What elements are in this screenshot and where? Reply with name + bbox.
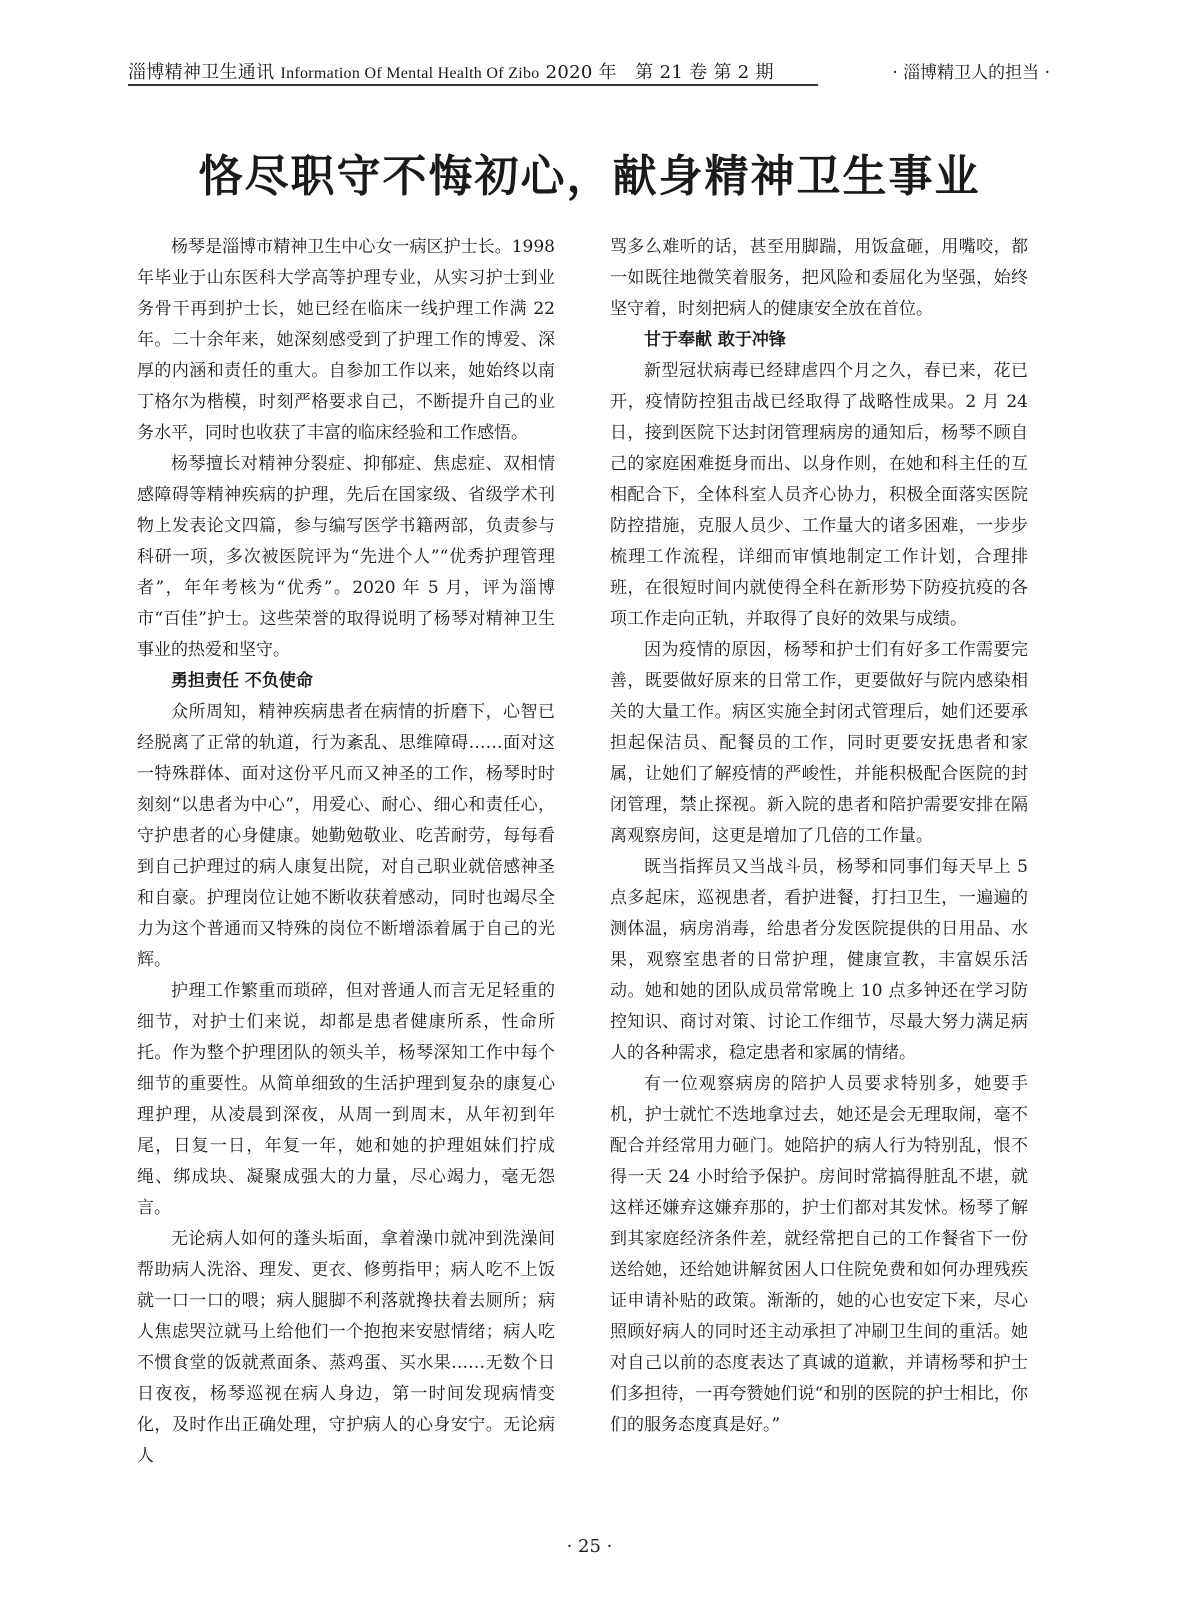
paragraph: 有一位观察病房的陪护人员要求特别多，她要手机，护士就忙不迭地拿过去，她还是会无理取闹，毫不配合并经常用力砸门。她陪护的病人行为特别乱，恨不得一天 24 小时给予保护。房间时常搞得脏乱不堪，就这样还嫌弃这嫌弃那的，护士们都对其发怵。杨琴了解到其家庭经济条件差，就经常把自己的工作餐省下一份送给她，还给她讲解贫困人口住院免费和如何办理残疾证申请补贴的政策。渐渐的，她的心也安定下来，尽心照顾好病人的同时还主动承担了冲刷卫生间的重活。她对自己以前的态度表达了真诚的道歉，并请杨琴和护士们多担待，一再夸赞她们说“和别的医院的护士相比，你们的服务态度真是好。” [610,1074,1028,1435]
paragraph-continued: 骂多么难听的话，甚至用脚踹，用饭盒砸，用嘴咬，都一如既往地微笑着服务，把风险和委屈化为坚强，始终坚守着，时刻把病人的健康安全放在首位。 [610,237,1028,319]
journal-info [128,58,818,84]
paragraph: 众所周知，精神疾病患者在病情的折磨下，心智已经脱离了正常的轨道，行为紊乱、思维障碍……面对这一特殊群体、面对这份平凡而又神圣的工作，杨琴时时刻刻“以患者为中心”，用爱心、耐心、细心和责任心，守护患者的心身健康。她勤勉敬业、吃苦耐劳，每每看到自己护理过的病人康复出院，对自己职业就倍感神圣和自豪。护理岗位让她不断收获着感动，同时也竭尽全力为这个普通而又特殊的岗位不断增添着属于自己的光辉。 [137,702,555,970]
paragraph: 既当指挥员又当战斗员，杨琴和同事们每天早上 5 点多起床，巡视患者，看护进餐，打扫卫生，一遍遍的测体温，病房消毒，给患者分发医院提供的日用品、水果，观察室患者的日常护理，健康宣教，丰富娱乐活动。她和她的团队成员常常晚上 10 点多钟还在学习防控知识、商讨对策、讨论工作细节，尽最大努力满足病人的各种需求，稳定患者和家属的情绪。 [610,857,1028,1063]
article-title: 恪尽职守不悔初心，献身精神卫生事业 [198,151,981,202]
paragraph: 无论病人如何的蓬头垢面，拿着澡巾就冲到洗澡间帮助病人洗浴、理发、更衣、修剪指甲；病人吃不上饭就一口一口的喂；病人腿脚不利落就搀扶着去厕所；病人焦虑哭泣就马上给他们一个抱抱来安慰情绪；病人吃不惯食堂的饭就煮面条、蒸鸡蛋、买水果……无数个日日夜夜，杨琴巡视在病人身边，第一时间发现病情变化，及时作出正确处理，守护病人的心身安宁。无论病人 [137,1229,555,1466]
paragraph: 新型冠状病毒已经肆虐四个月之久，春已来，花已开，疫情防控狙击战已经取得了战略性成果。2 月 24 日，接到医院下达封闭管理病房的通知后，杨琴不顾自己的家庭困难挺身而出、以身作则，在她和科主任的互相配合下，全体科室人员齐心协力，积极全面落实医院防控措施，克服人员少、工作量大的诸多困难，一步步梳理工作流程，详细而审慎地制定工作计划，合理排班，在很短时间内就使得全科在新形势下防疫抗疫的各项工作走向正轨，并取得了良好的效果与成绩。 [610,361,1028,629]
journal-name-cn: 淄博精神卫生通讯 [128,62,275,83]
paragraph: 因为疫情的原因，杨琴和护士们有好多工作需要完善，既要做好原来的日常工作，更要做好与院内感染相关的大量工作。病区实施全封闭式管理后，她们还要承担起保洁员、配餐员的工作，同时更要安抚患者和家属，让她们了解疫情的严峻性，并能积极配合医院的封闭管理，禁止探视。新入院的患者和陪护需要安排在隔离观察房间，这更是增加了几倍的工作量。 [610,640,1028,846]
column-right [610,232,1028,1441]
paragraph: 杨琴是淄博市精神卫生中心女一病区护士长。1998 年毕业于山东医科大学高等护理专业，从实习护士到业务骨干再到护士长，她已经在临床一线护理工作满 22 年。二十余年来，她深刻感受到了护理工作的博爱、深厚的内涵和责任的重大。自参加工作以来，她始终以南丁格尔为楷模，时刻严格要求自己，不断提升自己的业务水平，同时也收获了丰富的临床经验和工作感悟。 [137,237,555,443]
column-left [137,232,555,1472]
issue-info: 2020 年 第 21 卷 第 2 期 [545,62,774,83]
running-header [128,52,1050,86]
header-rule [128,84,818,86]
section-heading: 勇担责任 不负使命 [171,671,313,691]
journal-name-en: Information Of Mental Health Of Zibo [280,65,540,82]
paragraph: 杨琴擅长对精神分裂症、抑郁症、焦虑症、双相情感障碍等精神疾病的护理，先后在国家级、省级学术刊物上发表论文四篇，参与编写医学书籍两部，负责参与科研一项，多次被医院评为“先进个人”“优秀护理管理者”，年年考核为“优秀”。2020 年 5 月，评为淄博市“百佳”护士。这些荣誉的取得说明了杨琴对精神卫生事业的热爱和坚守。 [137,454,555,660]
section-heading: 甘于奉献 敢于冲锋 [644,330,786,350]
page-number: · 25 · [566,1536,613,1557]
section-name: · 淄博精卫人的担当 · [892,63,1050,83]
paragraph: 护理工作繁重而琐碎，但对普通人而言无足轻重的细节，对护士们来说，却都是患者健康所系，性命所托。作为整个护理团队的领头羊，杨琴深知工作中每个细节的重要性。从简单细致的生活护理到复杂的康复心理护理，从凌晨到深夜，从周一到周末，从年初到年尾，日复一日，年复一年，她和她的护理姐妹们拧成绳、绑成块、凝聚成强大的力量，尽心竭力，毫无怨言。 [137,981,555,1218]
